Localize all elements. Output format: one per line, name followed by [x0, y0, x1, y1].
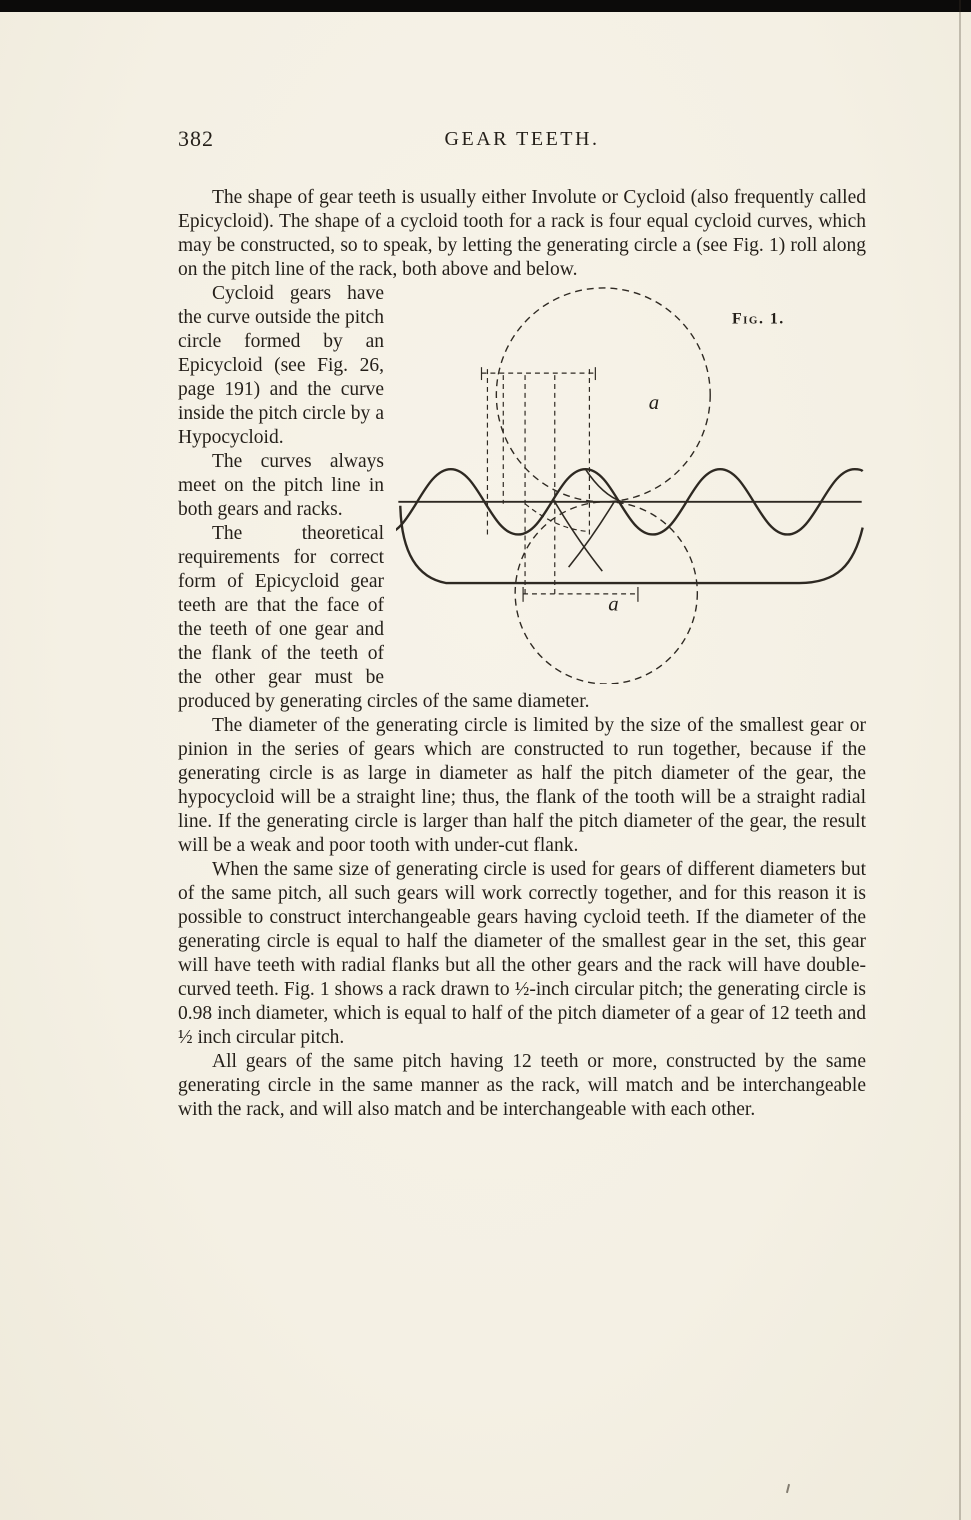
construction-lines — [481, 369, 637, 594]
rack-body-outline — [400, 506, 862, 583]
paragraph-interchangeable: When the same size of generating circle is used for gears of different diameters but of the same pitch, all such gears will work correctly together, and for this reason it is possible to construct interchangeable gears having cycloid teeth. If the diameter of the generating circle is equal to half the diameter of the smallest gear in the set, this gear will have teeth with radial flanks but all the other gears and the rack will have double-curved teeth. Fig. 1 shows a rack drawn to ½-inch circular pitch; the generating circle is 0.98 inch diameter, which is equal to half of the pitch diameter of a gear of 12 teeth and ½ inch circular pitch. — [178, 859, 866, 1048]
page-content — [178, 126, 866, 1122]
paragraph-diameter-limit: The diameter of the generating circle is limited by the size of the smallest gear or pinion in the series of gears which are constructed to run together, because if the generating circle is as large in diameter as half the pitch diameter of the gear, the hypocycloid will be a straight line; thus, the flank of the tooth will be a straight radial line. If the generating circle is larger than half the pitch diameter of the gear, the result will be a weak and poor tooth with under-cut flank. — [178, 715, 866, 856]
generating-circle-bottom — [515, 502, 697, 684]
generating-circle-top — [496, 288, 710, 502]
figure-label: Fig. 1. — [731, 310, 785, 328]
paragraph-curves-meet: The curves always meet on the pitch line in both gears and racks. — [178, 451, 384, 520]
scan-edge-right — [959, 0, 961, 1520]
top-circle-label: a — [648, 390, 660, 414]
paragraph-match: All gears of the same pitch having 12 teeth or more, constructed by the same generating circle in the same manner as the rack, will match and be interchangeable with the rack, and will also match and be interchangeable with each other. — [178, 1051, 866, 1120]
paragraph-theoretical: The theoretical requirements for correct form of Epicycloid gear teeth are that the face of the teeth of one gear and the flank of the teeth of the other gear must be produced by generating circles of the same diameter. — [178, 523, 590, 712]
running-title: GEAR TEETH. — [444, 128, 600, 150]
bracket-ticks — [481, 367, 637, 602]
scan-edge-top — [0, 0, 971, 12]
figure-1 — [396, 284, 866, 684]
gear-rack-diagram — [396, 284, 866, 684]
scan-speck — [786, 1484, 790, 1493]
page-header — [178, 126, 866, 156]
bottom-circle-label: a — [608, 592, 619, 616]
paragraph-cycloid-gears: Cycloid gears have the curve outside the pitch circle formed by an Epicycloid (see Fig. 26, page 191) and the curve inside the pitch circle by a Hypocycloid. — [178, 283, 384, 448]
tooth-construction-curves — [555, 469, 622, 571]
page-number: 382 — [178, 126, 214, 151]
paragraph-intro: The shape of gear teeth is usually either Involute or Cycloid (also frequently called Epicycloid). The shape of a cycloid tooth for a rack is four equal cycloid curves, which may be constructed, so to speak, by letting the generating circle a (see Fig. 1) roll along on the pitch line of the rack, both above and below. — [178, 187, 866, 280]
